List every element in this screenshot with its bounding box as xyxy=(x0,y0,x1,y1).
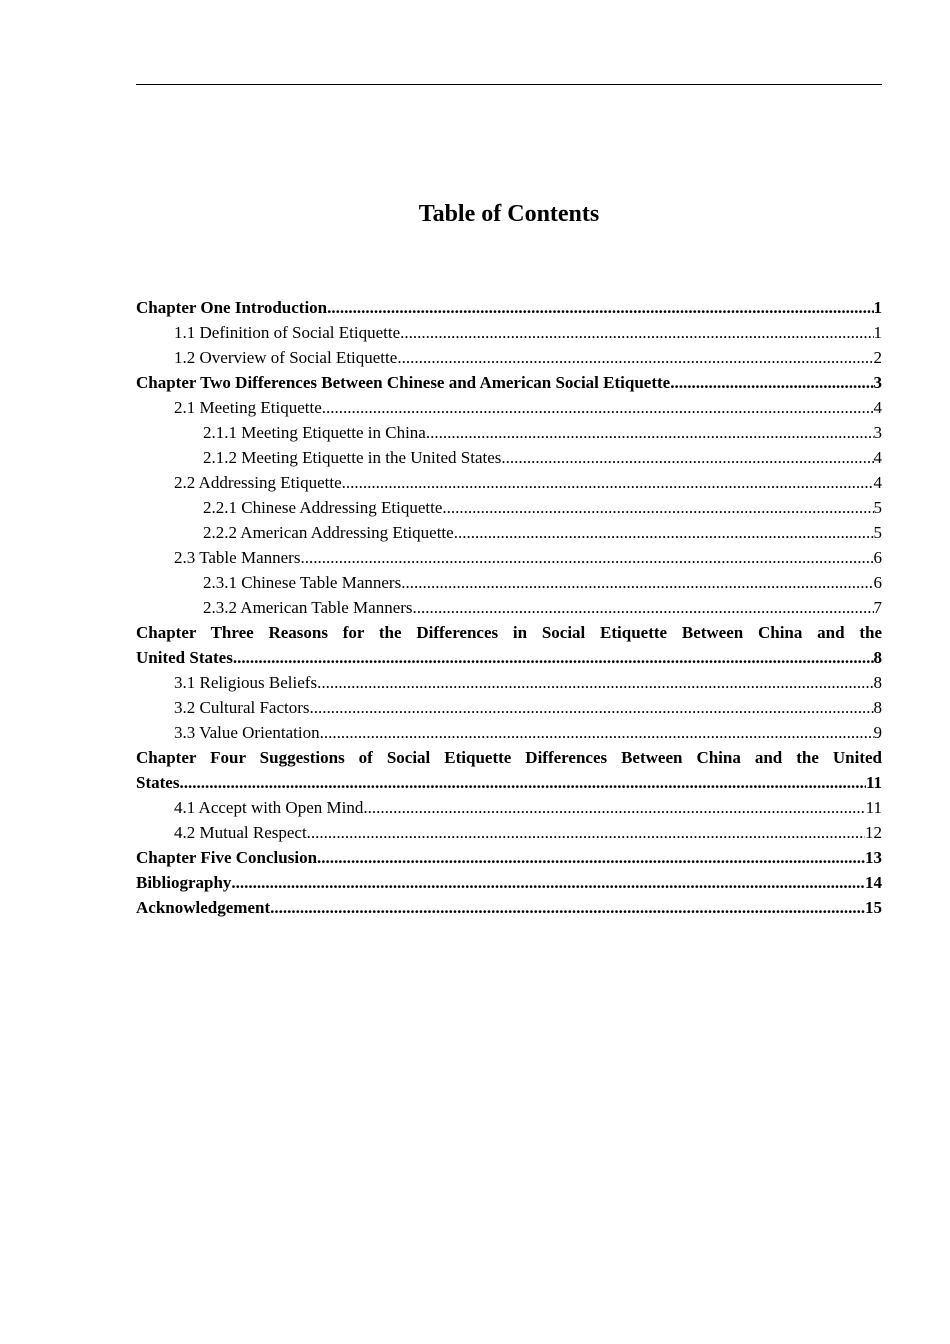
header-rule xyxy=(136,84,882,85)
toc-entry[interactable]: 1.1 Definition of Social Etiquette ..... 1 xyxy=(136,320,882,345)
page-title: Table of Contents xyxy=(418,201,600,227)
toc-entry[interactable]: 2.2.2 American Addressing Etiquette ..... 5 xyxy=(136,520,882,545)
toc-entry[interactable]: 3.3 Value Orientation ..... 9 xyxy=(136,720,882,745)
toc-entry[interactable]: Chapter Three Reasons for the Differences in Social Etiquette Between China and the United States ..... 8 xyxy=(136,620,882,670)
toc-entry[interactable]: Chapter Four Suggestions of Social Etiquette Differences Between China and the United States ..... 11 xyxy=(136,745,882,795)
toc-entry[interactable]: 2.3.1 Chinese Table Manners ..... 6 xyxy=(136,570,882,595)
toc-entry[interactable]: 2.2 Addressing Etiquette ..... 4 xyxy=(136,470,882,495)
toc-entry[interactable]: Chapter One Introduction ..... 1 xyxy=(136,295,882,320)
toc-entry[interactable]: Acknowledgement ..... 15 xyxy=(136,895,882,920)
toc-entry[interactable]: 3.2 Cultural Factors ..... 8 xyxy=(136,695,882,720)
toc-entry[interactable]: Chapter Five Conclusion ..... 13 xyxy=(136,845,882,870)
toc-entry[interactable]: 2.2.1 Chinese Addressing Etiquette ..... 5 xyxy=(136,495,882,520)
toc-entry[interactable]: 2.1.1 Meeting Etiquette in China ..... 3 xyxy=(136,420,882,445)
toc-entry[interactable]: 2.3 Table Manners ..... 6 xyxy=(136,545,882,570)
toc-entry[interactable]: 1.2 Overview of Social Etiquette ..... 2 xyxy=(136,345,882,370)
toc-entry[interactable]: 4.2 Mutual Respect ..... 12 xyxy=(136,820,882,845)
toc-entry[interactable]: 2.1.2 Meeting Etiquette in the United States ..... 4 xyxy=(136,445,882,470)
toc-entry[interactable]: Bibliography ..... 14 xyxy=(136,870,882,895)
toc-list xyxy=(136,295,882,920)
toc-entry[interactable]: 4.1 Accept with Open Mind ..... 11 xyxy=(136,795,882,820)
toc-entry[interactable]: 2.3.2 American Table Manners ..... 7 xyxy=(136,595,882,620)
toc-entry[interactable]: 2.1 Meeting Etiquette ..... 4 xyxy=(136,395,882,420)
toc-entry[interactable]: 3.1 Religious Beliefs ..... 8 xyxy=(136,670,882,695)
toc-entry[interactable]: Chapter Two Differences Between Chinese and American Social Etiquette ..... 3 xyxy=(136,370,882,395)
